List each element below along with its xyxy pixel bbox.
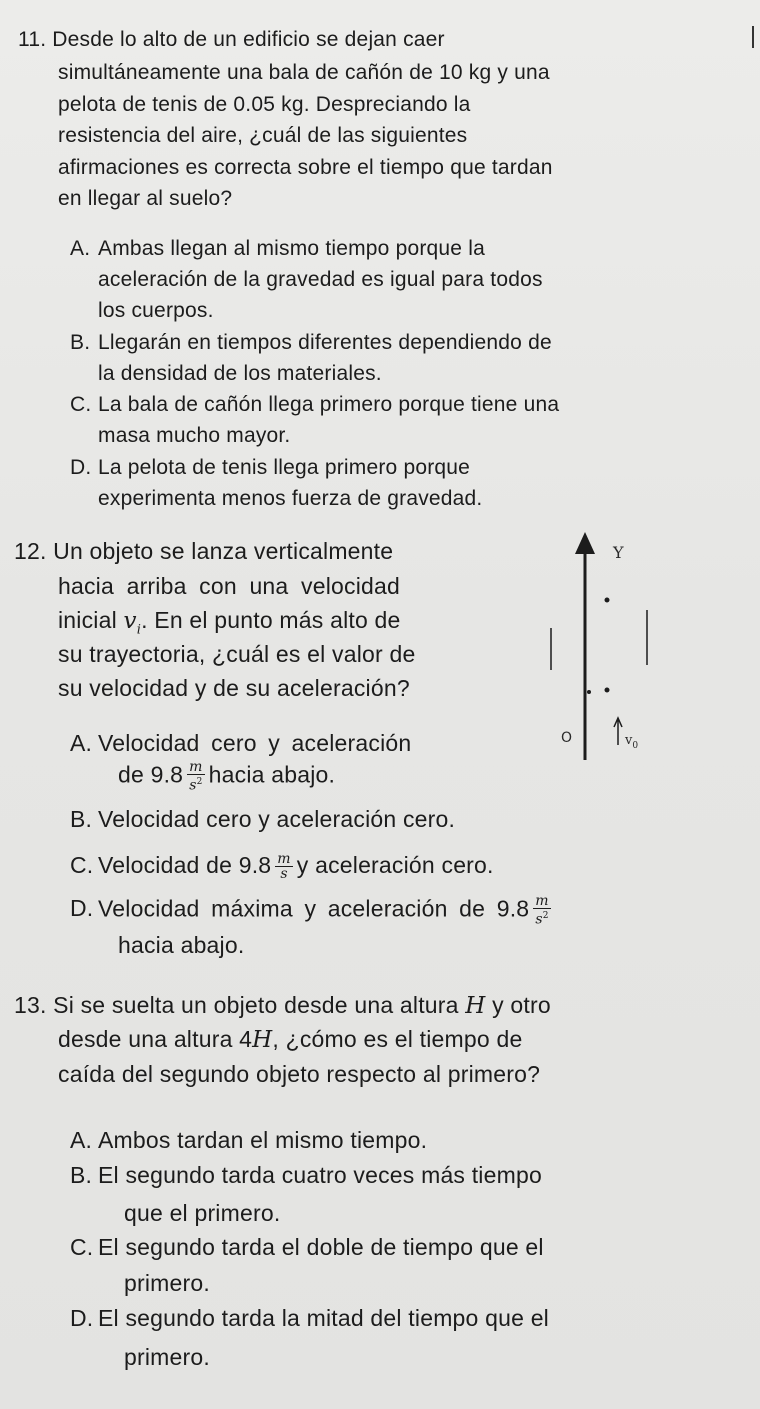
q11-stem-line-6: en llegar al suelo? bbox=[58, 187, 233, 210]
unit-denominator: s bbox=[280, 866, 288, 883]
stem-text: y otro bbox=[492, 992, 551, 1018]
q12-option-d[interactable] bbox=[70, 894, 555, 927]
y-axis-arrowhead bbox=[575, 532, 595, 554]
q11-option-c-line-2: masa mucho mayor. bbox=[98, 424, 291, 447]
option-text: Ambas llegan al mismo tiempo porque la bbox=[98, 237, 485, 260]
q11-option-d[interactable] bbox=[70, 456, 470, 480]
unit-numerator: m bbox=[277, 851, 291, 868]
q11-stem-line-1: 11. Desde lo alto de un edificio se dejan caer bbox=[18, 28, 445, 51]
q11-option-b[interactable] bbox=[70, 331, 552, 355]
q11-stem-line-3: pelota de tenis de 0.05 kg. Despreciando la bbox=[58, 93, 471, 116]
q11-option-a[interactable] bbox=[70, 237, 485, 261]
q12-option-a[interactable] bbox=[70, 730, 411, 757]
vertical-launch-diagram bbox=[525, 520, 685, 770]
q11-stem-line-5: afirmaciones es correcta sobre el tiempo que tardan bbox=[58, 156, 553, 179]
q12-stem-line-3 bbox=[58, 607, 401, 638]
stem-text: , ¿cómo es el tiempo de bbox=[272, 1026, 523, 1052]
option-text: y aceleración cero. bbox=[296, 852, 494, 878]
option-text: Velocidad de 9.8 bbox=[98, 852, 272, 878]
q11-option-c[interactable] bbox=[70, 393, 559, 417]
stem-text: inicial bbox=[58, 607, 117, 633]
unit-exponent: 2 bbox=[196, 777, 203, 787]
stem-text: desde una altura 4 bbox=[58, 1026, 253, 1052]
q12-option-b[interactable] bbox=[70, 806, 455, 833]
unit-s: s bbox=[535, 911, 543, 928]
option-text: El segundo tarda cuatro veces más tiempo bbox=[98, 1162, 542, 1188]
unit-numerator: m bbox=[535, 893, 549, 909]
option-text: Llegarán en tiempos diferentes dependiendo de bbox=[98, 331, 552, 354]
option-text: Velocidad cero y aceleración bbox=[98, 730, 412, 756]
q12-stem-line-5: su velocidad y de su aceleración? bbox=[58, 675, 410, 701]
margin-mark bbox=[752, 26, 754, 48]
q13-option-d[interactable] bbox=[70, 1305, 549, 1332]
option-text: La bala de cañón llega primero porque tiene una bbox=[98, 393, 560, 416]
option-letter: C. bbox=[70, 852, 94, 878]
q12-stem-line-4: su trayectoria, ¿cuál es el valor de bbox=[58, 641, 416, 667]
q12-option-a-line-2 bbox=[118, 760, 335, 793]
q13-stem-line-2 bbox=[58, 1026, 522, 1053]
option-letter: A. bbox=[70, 730, 93, 756]
height-symbol: H bbox=[252, 1027, 273, 1053]
unit-denominator bbox=[187, 775, 204, 793]
q13-option-a[interactable] bbox=[70, 1127, 427, 1154]
option-text: Velocidad máxima y aceleración de 9.8 bbox=[98, 895, 530, 922]
option-text: El segundo tarda la mitad del tiempo que el bbox=[98, 1305, 549, 1331]
initial-velocity-arrow-icon bbox=[614, 718, 622, 745]
option-text: hacia abajo. bbox=[208, 761, 336, 788]
unit-exponent: 2 bbox=[542, 911, 549, 921]
option-letter: B. bbox=[70, 806, 93, 832]
option-text: La pelota de tenis llega primero porque bbox=[98, 456, 471, 479]
unit-m-per-s2 bbox=[533, 894, 550, 927]
option-letter: C. bbox=[70, 393, 92, 416]
option-letter: A. bbox=[70, 237, 91, 260]
q13-option-c[interactable] bbox=[70, 1234, 544, 1261]
unit-numerator: m bbox=[189, 759, 203, 775]
q13-option-c-line-2: primero. bbox=[124, 1270, 210, 1296]
velocity-subscript: 0 bbox=[632, 741, 639, 751]
velocity-symbol: v bbox=[625, 733, 633, 748]
q13-stem-line-1 bbox=[14, 992, 551, 1019]
unit-denominator bbox=[533, 909, 550, 927]
trajectory-dot bbox=[587, 690, 591, 694]
unit-m-per-s2 bbox=[187, 760, 204, 793]
option-letter: C. bbox=[70, 1234, 94, 1260]
option-letter: D. bbox=[70, 895, 94, 922]
q12-stem-line-2: hacia arriba con una velocidad bbox=[58, 573, 400, 599]
q11-option-b-line-2: la densidad de los materiales. bbox=[98, 362, 382, 385]
stem-text: 13. Si se suelta un objeto desde una altura bbox=[14, 992, 459, 1018]
initial-velocity-symbol bbox=[123, 608, 142, 638]
y-axis-label: Y bbox=[613, 543, 624, 562]
initial-velocity-label bbox=[624, 733, 638, 751]
q12-option-c[interactable] bbox=[70, 852, 494, 881]
trajectory-dot bbox=[605, 688, 610, 693]
q12-option-d-line-2: hacia abajo. bbox=[118, 932, 245, 958]
q13-option-b[interactable] bbox=[70, 1162, 542, 1189]
option-letter: B. bbox=[70, 331, 91, 354]
q13-option-d-line-2: primero. bbox=[124, 1344, 210, 1370]
option-letter: A. bbox=[70, 1127, 93, 1153]
option-letter: D. bbox=[70, 456, 92, 479]
unit-m-per-s bbox=[275, 852, 292, 881]
q11-option-a-line-2: aceleración de la gravedad es igual para todos bbox=[98, 268, 543, 291]
height-symbol: H bbox=[465, 993, 486, 1019]
option-text: Velocidad cero y aceleración cero. bbox=[98, 806, 456, 832]
q11-option-a-line-3: los cuerpos. bbox=[98, 299, 214, 322]
option-text: El segundo tarda el doble de tiempo que el bbox=[98, 1234, 544, 1260]
option-text: de 9.8 bbox=[118, 761, 184, 788]
option-letter: D. bbox=[70, 1305, 94, 1331]
v-subscript: i bbox=[136, 622, 142, 638]
trajectory-dot bbox=[605, 598, 610, 603]
q13-option-b-line-2: que el primero. bbox=[124, 1200, 281, 1226]
unit-s: s bbox=[189, 777, 197, 794]
option-letter: B. bbox=[70, 1162, 93, 1188]
origin-label: O bbox=[561, 730, 573, 746]
q11-stem-line-2: simultáneamente una bala de cañón de 10 kg y una bbox=[58, 61, 550, 84]
q11-stem-line-4: resistencia del aire, ¿cuál de las siguientes bbox=[58, 124, 468, 147]
q12-stem-line-1: 12. Un objeto se lanza verticalmente bbox=[14, 538, 394, 564]
q13-stem-line-3: caída del segundo objeto respecto al primero? bbox=[58, 1061, 541, 1087]
q11-option-d-line-2: experimenta menos fuerza de gravedad. bbox=[98, 487, 483, 510]
stem-text: . En el punto más alto de bbox=[141, 607, 401, 633]
v-symbol: v bbox=[123, 608, 137, 634]
option-text: Ambos tardan el mismo tiempo. bbox=[98, 1127, 428, 1153]
